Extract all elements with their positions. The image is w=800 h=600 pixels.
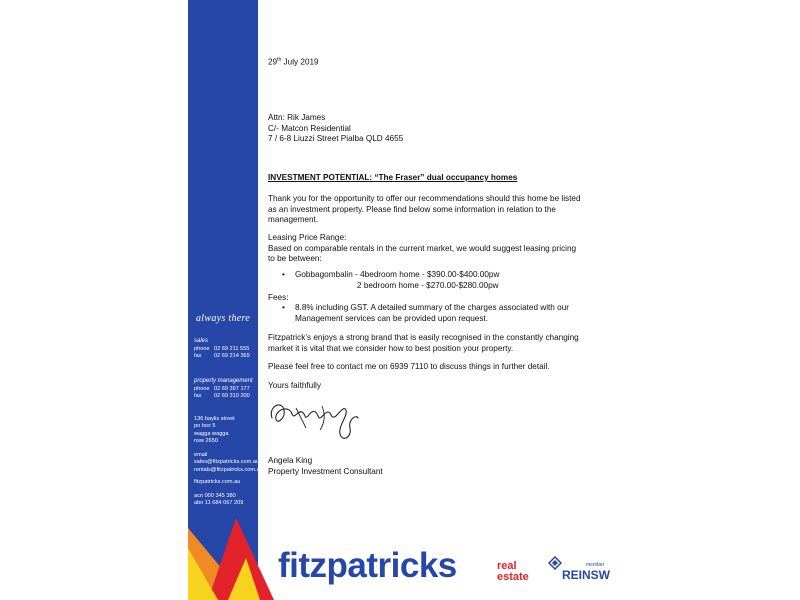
letter-date: [268, 55, 319, 68]
fees-detail: 8.8% including GST. A detailed summary of the charges associated with our Management services can be provided upon request.: [295, 303, 569, 323]
member-label: member: [586, 562, 605, 568]
date-month-year: July 2019: [281, 57, 319, 67]
closing-line: Yours faithfully: [268, 381, 321, 390]
website-link[interactable]: fitzpatricks.com.au: [194, 479, 241, 485]
fees-heading: Fees:: [268, 293, 289, 302]
contact-paragraph: Please feel free to contact me on 6939 7110 to discuss things in further detail.: [268, 362, 550, 371]
price-4bed: Gobbagombalin - 4bedroom home - $390.00-$400.00pw: [295, 270, 500, 279]
pm-phone: 02 69 397 177: [214, 385, 250, 392]
intro-paragraph: Thank you for the opportunity to offer our recommendations should this home be listed as an investment property. Please find below some information in relation to the management.: [268, 194, 581, 225]
fitzpatricks-logo: fitzpatricks: [278, 546, 457, 585]
subject-lead: INVESTMENT POTENTIAL:: [268, 173, 375, 182]
logo-real: real: [497, 560, 517, 572]
email-link[interactable]: sales@fitzpatricks.com.au: [194, 459, 260, 466]
sales-phone: 02 69 211 555: [214, 345, 250, 352]
signer-block: [268, 456, 383, 477]
sales-phone-label: phone: [194, 345, 210, 352]
signer-name: Angela King: [268, 456, 313, 465]
bullet-icon: •: [282, 303, 285, 312]
reinsw-logo: REINSW: [562, 568, 610, 582]
sidebar-tagline: always there: [196, 313, 251, 324]
date-suffix: th: [277, 57, 282, 63]
sales-heading: sales: [194, 338, 209, 344]
recipient-line: Attn: Rik James: [268, 113, 326, 122]
acn-number: acn 000 345 380: [194, 493, 236, 499]
address-line: 136 baylis street: [194, 416, 235, 422]
email-label: email: [194, 452, 208, 458]
pm-fax-label: fax: [194, 393, 202, 400]
sales-fax: 02 69 214 369: [214, 353, 250, 360]
signer-title: Property Investment Consultant: [268, 466, 383, 476]
address-line: nsw 2650: [194, 437, 218, 444]
address-line: wagga wagga: [194, 430, 229, 437]
handwritten-signature: [266, 398, 361, 446]
email-link[interactable]: rentals@fitzpatricks.com.au: [194, 466, 263, 473]
brand-triangles: [188, 518, 274, 600]
pm-phone-label: phone: [194, 385, 210, 392]
abn-number: abn 11 684 067 209: [194, 500, 244, 507]
pm-contact: [194, 378, 253, 400]
logo-estate: estate: [497, 571, 529, 583]
bullet-icon: •: [282, 270, 285, 279]
office-address: [194, 416, 235, 445]
logo-realestate: [497, 561, 529, 583]
date-day: 29: [268, 57, 278, 67]
sales-fax-label: fax: [194, 353, 202, 360]
brand-paragraph: Fitzpatrick’s enjoys a strong brand that is easily recognised in the constantly changing market it is vital that we consider how to best position your property.: [268, 333, 579, 353]
leasing-heading: Leasing Price Range:: [268, 233, 347, 242]
recipient-line: C/- Matcon Residential: [268, 123, 351, 133]
letter-subject: [268, 173, 517, 184]
price-2bed: 2 bedroom home - $270.00-$280.00pw: [357, 281, 499, 290]
leasing-body: Based on comparable rentals in the current market, we would suggest leasing pricing to be between:: [268, 243, 577, 264]
email-block: [194, 452, 263, 474]
address-line: po box 5: [194, 423, 216, 430]
pm-fax: 02 69 310 200: [214, 393, 250, 400]
subject-name: “The Fraser” dual occupancy homes: [374, 173, 518, 182]
recipient-line: 7 / 6-8 Liuzzi Street Pialba QLD 4655: [268, 134, 404, 144]
pm-heading: property management: [194, 378, 253, 384]
company-numbers: [194, 493, 243, 508]
reinsw-emblem-icon: [548, 556, 562, 570]
leasing-section: [268, 233, 583, 265]
sidebar-band: [188, 0, 258, 600]
sales-contact: [194, 338, 250, 360]
recipient-block: [268, 113, 403, 145]
